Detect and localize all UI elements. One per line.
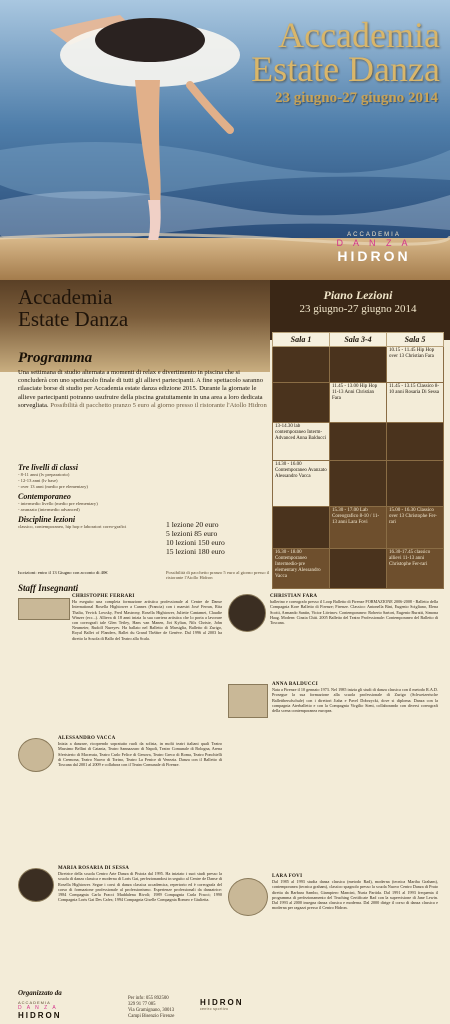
brand-title <box>18 286 128 330</box>
contact-city: Campi Bisenzio Firenze <box>128 1014 175 1019</box>
brand-line1: Accademia <box>18 285 113 309</box>
hero-title-line2: Estate Danza <box>251 49 440 89</box>
schedule-cell <box>330 461 387 507</box>
bio-lara-fovi <box>272 874 438 910</box>
footer-hidron-logo <box>200 998 244 1011</box>
hero-title <box>251 15 440 89</box>
schedule-cell <box>387 461 444 507</box>
price-item: 1 lezione 20 euro <box>166 520 219 529</box>
schedule-row <box>273 461 444 507</box>
level-item: - over 13 anni (medio pre elementary) <box>18 484 88 489</box>
schedule-header-sala1: Sala 1 <box>273 333 330 347</box>
schedule-cell <box>273 347 330 383</box>
schedule-cell <box>330 423 387 461</box>
footer-logo-hidron: HIDRON <box>18 1011 62 1020</box>
discipline-title: Discipline lezioni <box>18 515 76 524</box>
schedule-cell <box>330 549 387 589</box>
bio-anna-balducci <box>272 682 438 713</box>
schedule-cell <box>387 423 444 461</box>
contact-address: Via Gramignano, 30013 <box>128 1008 175 1013</box>
hidron-logo <box>328 232 420 264</box>
schedule-row <box>273 423 444 461</box>
brand-line2: Estate Danza <box>18 307 129 331</box>
footer-logo-accademia: ACCADEMIA <box>18 1000 51 1005</box>
schedule-cell: 13-14.30 lab contemporaneo Interm-Advanced Anna Balducci <box>273 423 330 461</box>
contact-mobile[interactable]: 329 91 77 085 <box>128 1002 156 1007</box>
schedule-cell <box>273 507 330 549</box>
schedule-cell: 11.45 - 13.00 Hip Hop 11-13 Anni Christian Fara <box>330 383 387 423</box>
schedule-cell: 16.30-17.45 classico allievi 11-13 anni Christophe Fer-rari <box>387 549 444 589</box>
bio-text: Dal 1985 al 1993 studia danza classica (metodo Rad), moderna (tecnica Martha Graham), contemporanea (tecnica graham), classico spagnolo presso la scuola Nuovo Centro Danza di Prato diretta da Barbara Sambo, Giampiero Mancini, Nuria Partida. Dal 1991 al 1993 frequenta il programma di perfezionamento del Teaching Certificate Rad con la supervisione di Jane Lewin. Dal 1993 al 2000 insegna danza classica e moderna. Dal 2000 dirige il corso di danza classica e moderna per ragazzi presso il Centro Hidron. <box>272 879 438 911</box>
bio-christophe-ferrari <box>72 594 222 641</box>
schedule-row <box>273 383 444 423</box>
programma-muted: Possibilità di pacchetto pranzo 5 euro al giorno presso il ristorante l'Atollo Hidron <box>50 401 267 409</box>
schedule-row <box>273 507 444 549</box>
bio-name: MARIA ROSARIA DI SESSA <box>58 866 130 871</box>
photo-christophe-ferrari <box>18 598 70 620</box>
piano-dates: 23 giugno-27 giugno 2014 <box>299 303 417 315</box>
bio-text: ballerino e coreografo presso il Loop Balletto di Firenze FORMAZIONE 2006-2008 - Balletto della Compagnia Kore Balletto di Firenze; Firenze. Classico: Antonella Bini, Eugenio Scigliano, Elena Scotti, Armando Santin, Victor Litvinov. Contemporaneo: Roberto Sartori, Eugenio Buratti, Simona Haag. Modern: Cinzia Chiti. 2005 Balletto del Teatro Professionale: Contemporaneo del Balletto di Toscana. <box>270 599 438 626</box>
hero-title-line1: Accademia <box>278 15 440 55</box>
programma-heading: Programma <box>18 350 93 366</box>
footer-logo-danza: D A N Z A <box>18 1005 58 1011</box>
schedule-row <box>273 549 444 589</box>
schedule-cell: 16.30 - 18.00 Contemporaneo Intermedio-pre elementary Alessandro Vacca <box>273 549 330 589</box>
bio-alessandro-vacca <box>58 736 222 767</box>
schedule-header-sala34: Sala 3-4 <box>330 333 387 347</box>
hero-logo-danza: D A N Z A <box>336 238 412 248</box>
programma-text <box>18 369 268 410</box>
bio-name: CHRISTIAN FARA <box>270 594 318 599</box>
level-item: - 12-13 anni (lv base) <box>18 478 58 483</box>
schedule-cell <box>273 383 330 423</box>
photo-anna-balducci <box>228 684 268 718</box>
hero-logo-accademia: ACCADEMIA <box>347 232 401 238</box>
bio-text: Ha eseguito una completa formazione artistica professionale al Centre de Danse International Rosella Hightower a Cannes (Francia) con i maestri José Ferran, Rita Thalia, Yevick Lowsky, Fred Mastrony, Rosella Hightower, Juliette Cantamet, Claudie Winzer (ecc...). Allieva di 18 anni inizia la sua carriera artistica che lo porta a lavorare con coreografi tale Glen Tetley, Hans van Manen, Jiri Kylian, Nils Christe, John Neumeier, Rudolf Nureyev. Ha ballato nel Balletto di Marsiglia, Balletto di Zurigo, Royal Ballet of Flanders, Ballet du Grand Théâtre de Genève. Dal 1996 al 2003 ha diretto la Scuola di Ballo del Teatro alla Scala. <box>72 599 222 641</box>
bio-text: Diretrice della scuola Centro Arte Danza di Pistoia dal 1995. Ha iniziato i suoi studi presso la scuola di danza classica e moderna di Loris Gai, perfezionandosi in seguito al Centre de Danse di Rosella Hightower. Segue i corsi di danza classica accademica, repertorio ed è coreografa del corso di formazione professionale al professionismo. Esperienze professionali da danzatrice: 1984 Compagnia Carla Fracci Maddalena Rivoli; 1989 Compagnia Carla Fracci; 1990 Compagnia Loris Gai Des Cafes; 1994 Compagnia Giselle Compagnia Romeo e Giulietta. <box>58 871 222 903</box>
bio-name: ALESSANDRO VACCA <box>58 736 116 741</box>
schedule-cell: 15.30 - 17.00 Lab Coreografico 8-10 / 11-13 anni Lara Fovi <box>330 507 387 549</box>
levels-section <box>18 463 268 530</box>
bio-text: Nata a Firenze il 10 gennaio 1973. Nel 1985 inizia gli studi di danza classica con il metodo R.A.D. Prosegue la sua formazione alla scuola professionale di Zurigo (Schweizerische Ballettberufschule) con i direttori Jiaba e Pavel Dobrzycki, dove si diploma. Danza con la compagnia Aterballetto e con la Compagnia Virgilio Sieni, collaborando con diversi coreografi della scena contemporanea europea. <box>272 687 438 714</box>
pranzo-note: Possibilità di pacchetto pranzo 5 euro al giorno presso il ristorante l'Atollo Hidron <box>166 570 270 580</box>
price-item: 5 lezioni 85 euro <box>166 529 218 538</box>
bio-maria-rosaria <box>58 866 222 902</box>
schedule-header-sala5: Sala 5 <box>387 333 444 347</box>
levels-title: Tre livelli di classi <box>18 463 78 472</box>
iscrizioni-note: Iscrizioni: entro il 13 Giugno con acconto di 40€ <box>18 570 108 575</box>
programma-body: Una settimana di studio alternata a momenti di relax e divertimento in piscina che si concluderà con uno spettacolo finale di tutti gli allievi partecipanti. A fine spettacolo saranno rilasciate borse di studio per Accademia estate danza edizione 2015. Durante la giornate le allieve partecipanti potranno usufruire della piscina gratuitamente in una area a loro dedicata sorvegliata. <box>18 369 263 409</box>
bio-name: LARA FOVI <box>272 874 303 879</box>
photo-alessandro-vacca <box>18 738 54 772</box>
schedule-table <box>272 332 444 589</box>
contemporaneo-title: Contemporaneo <box>18 492 71 501</box>
bio-name: CHRISTOPHE FERRARI <box>72 594 135 599</box>
piano-lezioni-header <box>272 288 444 315</box>
price-item: 10 lezioni 150 euro <box>166 538 225 547</box>
hero-banner <box>0 0 450 280</box>
organized-by: Organizzato da <box>18 989 62 997</box>
schedule-row <box>273 347 444 383</box>
schedule-cell: 15.00 - 16.30 Classico over 13 Christophe Fer-rari <box>387 507 444 549</box>
level-item: - 8-11 anni (lv preparatorio) <box>18 472 70 477</box>
photo-lara-fovi <box>228 878 268 916</box>
staff-heading: Staff Insegnanti <box>18 583 79 593</box>
hero-date: 23 giugno-27 giugno 2014 <box>275 90 438 106</box>
bio-name: ANNA BALDUCCI <box>272 682 318 687</box>
price-item: 15 lezioni 180 euro <box>166 547 225 556</box>
cont-item: - intermedio livello (medio pre elementary) <box>18 501 98 506</box>
piano-title: Piano Lezioni <box>323 288 393 302</box>
disc-item: classico, contemporaneo, hip hop e laboratori coreo-grafici <box>18 524 127 529</box>
schedule-cell: 11.45 - 13.15 Classico 8-10 anni Rosaria Di Sessa <box>387 383 444 423</box>
content-panel <box>0 280 450 1024</box>
footer-accademia-logo <box>18 1000 62 1020</box>
photo-maria-rosaria <box>18 868 54 902</box>
cont-item: - avanzato (intermedio advanced) <box>18 507 80 512</box>
schedule-cell: 14.30 - 16.00 Contemporaneo Avanzato Alessandro Vacca <box>273 461 330 507</box>
bio-text: Inizia a danzare, ricoprendo sopratutto ruoli da solista, in molti teatri italiani quali Teatro Massimo Bellini di Catania, Teatro Sannazzaro di Napoli, Teatro Comunale di Bologna, Arena Sferisterio di Macerata, Teatro Carlo Felice di Genova, Teatro Greco di Roma, Teatro Ponchielli di Cremona, Teatro Nuovo di Torino, Teatro La Fenice di Venezia. Danza con il Balletto di Toscana dal 2001 al 2009 e collabora con il Teatro Comunale di Firenze. <box>58 741 222 768</box>
schedule-cell: 10.15 - 11.45 Hip Hop over 13 Christian Fara <box>387 347 444 383</box>
footer <box>0 986 450 1024</box>
hero-logo-hidron: HIDRON <box>337 248 411 264</box>
footer-hidron-logo-text: HIDRON <box>200 998 244 1007</box>
photo-christian-fara <box>228 594 266 632</box>
bio-christian-fara <box>270 594 438 625</box>
contact-info <box>128 996 174 1020</box>
prices-list <box>166 520 225 556</box>
footer-hidron-logo-sub: centro sportivo <box>200 1007 229 1011</box>
schedule-cell <box>330 347 387 383</box>
contact-phone[interactable]: Per info: 055 892500 <box>128 996 169 1001</box>
